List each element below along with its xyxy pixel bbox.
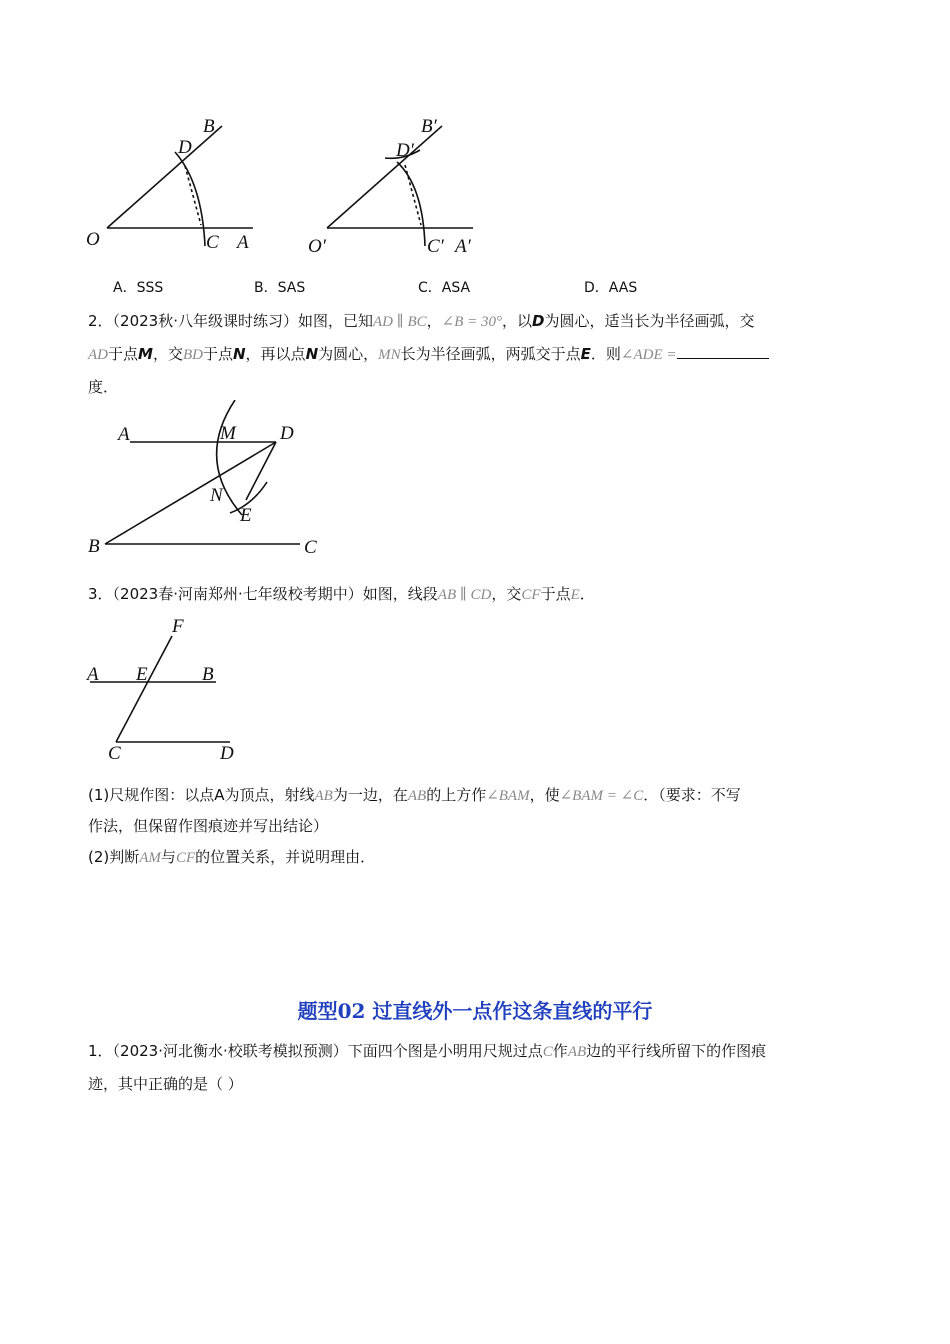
label-n: N [210,485,223,506]
figure-q2 [80,400,340,565]
option-a[interactable]: A．SSS [113,280,164,296]
label-b: B [203,116,215,137]
q2-line3: 度． [88,378,119,396]
label-e: E [136,664,148,685]
ray-ob [107,126,222,228]
label-a: A [237,232,249,253]
answer-blank[interactable] [677,344,769,359]
label-f: F [172,616,184,637]
section-heading: 题型02 过直线外一点作这条直线的平行 [297,999,653,1023]
label-a-prime: A′ [455,236,471,257]
q3-part1-line2: 作法，但保留作图痕迹并写出结论） [88,817,329,835]
label-d-prime: D′ [396,140,414,161]
label-d: D [178,137,192,158]
label-c: C [206,232,219,253]
figure-angle-copy [80,108,500,268]
option-d[interactable]: D．AAS [584,280,638,296]
s2q1-line2: 迹，其中正确的是（ ） [88,1075,243,1093]
label-c: C [108,743,121,764]
arc-cd [175,152,205,246]
label-b-prime: B′ [421,116,437,137]
label-d: D [280,423,294,444]
q3-part1-line1: (1)尺规作图：以点A为顶点，射线AB为一边，在AB的上方作∠BAM，使∠BAM = ∠C．（要求：不写 [88,786,741,804]
q2-line2: AD于点M，交BD于点N，再以点N为圆心，MN长为半径画弧，两弧交于点E．则∠ADE = [88,343,769,364]
option-c[interactable]: C．ASA [418,280,471,296]
arc-cd-prime [397,162,425,246]
label-m: M [220,423,236,444]
q3-part2: (2)判断AM与CF的位置关系，并说明理由． [88,848,376,866]
label-o: O [86,229,100,250]
label-b: B [88,536,100,557]
option-b[interactable]: B．SAS [254,280,306,296]
ray-ob-prime [327,126,442,228]
label-e: E [240,505,252,526]
label-d: D [220,743,234,764]
q2-line1: 2．（2023秋·八年级课时练习）如图，已知AD ∥ BC，∠B = 30°，以D为圆心，适当长为半径画弧，交 [88,312,755,330]
s2q1-line1: 1．（2023·河北衡水·校联考模拟预测）下面四个图是小明用尺规过点C作AB边的平行线所留下的作图痕 [88,1042,767,1060]
label-c: C [304,537,317,558]
segment-cf [116,636,172,742]
label-a: A [87,664,99,685]
label-c-prime: C′ [427,236,444,257]
dashed-cd [185,166,201,225]
q3-line1: 3．（2023春·河南郑州·七年级校考期中）如图，线段AB ∥ CD，交CF于点E． [88,585,595,603]
label-b: B [202,664,214,685]
label-a: A [118,424,130,445]
figure-q3 [80,612,250,764]
label-o-prime: O′ [308,236,326,257]
